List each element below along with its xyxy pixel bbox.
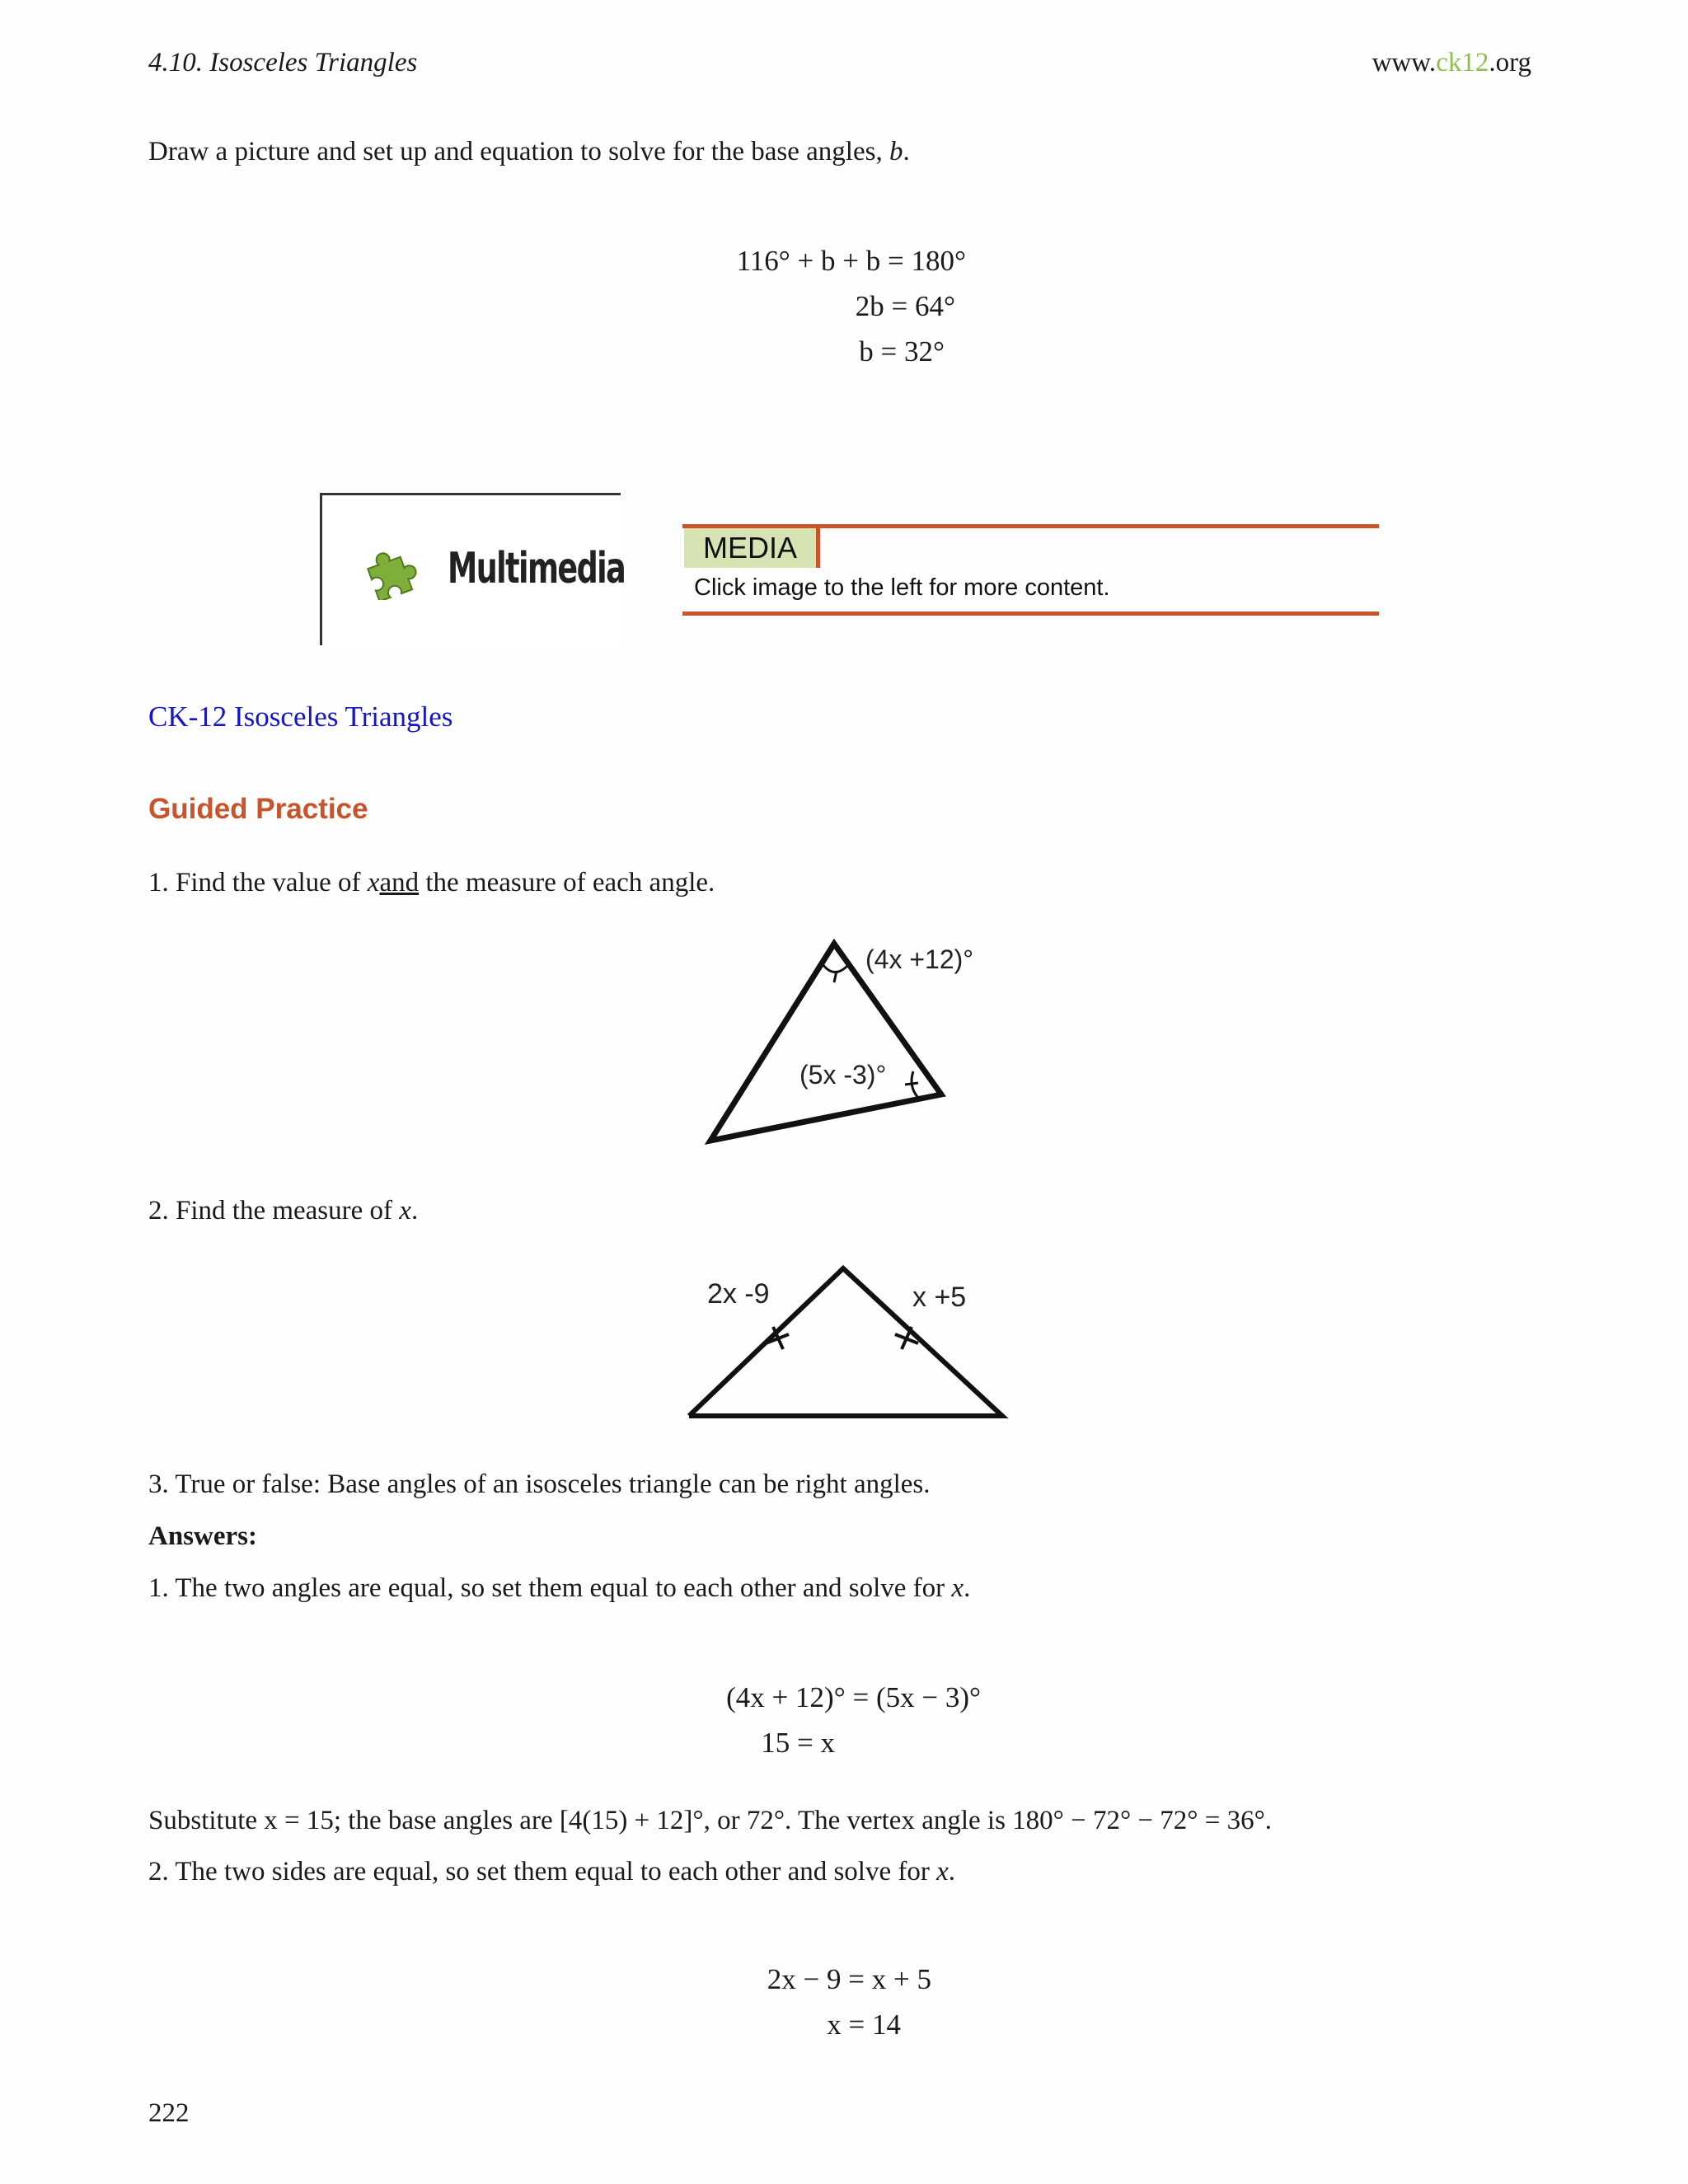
q1-text: 1. Find the value of (148, 868, 368, 898)
site-url-prefix: www. (1372, 48, 1437, 77)
site-url[interactable] (1372, 48, 1531, 78)
intro-suffix: . (903, 137, 910, 166)
intro-var: b (889, 137, 903, 166)
answer-1 (148, 1572, 970, 1605)
media-rule-bottom (682, 612, 1379, 616)
ck12-isosceles-link[interactable]: CK-12 Isosceles Triangles (148, 701, 453, 733)
fig2-left-label: 2x -9 (707, 1278, 770, 1310)
a2-suffix: . (948, 1857, 956, 1886)
fig1-top-label: (4x +12)° (865, 944, 974, 974)
q2-suffix: . (410, 1196, 419, 1226)
q2-text: 2. Find the measure of (148, 1196, 400, 1226)
equation-line: (4x + 12)° = (5x − 3)° (726, 1681, 981, 1713)
a2-text: 2. The two sides are equal, so set them equal to each other and solve for (148, 1857, 937, 1886)
a2-var: x (936, 1857, 949, 1886)
site-url-suffix: .org (1489, 48, 1531, 77)
page-number: 222 (148, 2098, 190, 2128)
guided-practice-heading: Guided Practice (148, 793, 368, 825)
triangle-figure-1 (692, 931, 1022, 1154)
fig2-right-label: x +5 (912, 1282, 967, 1313)
intro-text: Draw a picture and set up and equation to solve for the base angles, (148, 137, 889, 166)
question-2 (148, 1195, 418, 1228)
media-tag: MEDIA (684, 528, 820, 568)
q1-suffix: the measure of each angle. (419, 868, 715, 898)
equation-line: 116° + b + b = 180° (736, 245, 966, 277)
a1-suffix: . (964, 1573, 971, 1603)
question-1 (148, 867, 715, 900)
equation-line: x = 14 (827, 2008, 901, 2041)
a1-var: x (951, 1573, 964, 1603)
question-3: 3. True or false: Base angles of an isosceles triangle can be right angles. (148, 1469, 931, 1499)
equation-line: 2x − 9 = x + 5 (767, 1963, 931, 1995)
intro-paragraph (148, 136, 910, 169)
fig1-bottom-label: (5x -3)° (799, 1060, 887, 1090)
q1-var: x (367, 868, 380, 898)
triangle-figure-2 (676, 1257, 1022, 1422)
answers-heading: Answers: (148, 1521, 257, 1551)
equation-line: 15 = x (761, 1727, 835, 1759)
puzzle-piece-icon (361, 537, 424, 600)
q2-var: x (399, 1196, 411, 1226)
equation-line: b = 32° (859, 335, 945, 368)
a1-text: 1. The two angles are equal, so set them equal to each other and solve for (148, 1573, 952, 1603)
site-url-ck12: ck12 (1436, 48, 1489, 77)
answer-2 (148, 1856, 955, 1889)
q1-underlined: and (379, 868, 420, 898)
media-note: Click image to the left for more content. (694, 574, 1110, 601)
substitute-paragraph: Substitute x = 15; the base angles are [4(15) + 12]°, or 72°. The vertex angle is 180° − 72° − 72° = 36°. (148, 1806, 1273, 1835)
multimedia-label[interactable]: Multimedia (448, 544, 626, 593)
section-title: 4.10. Isosceles Triangles (148, 48, 418, 77)
equation-line: 2b = 64° (855, 290, 955, 322)
